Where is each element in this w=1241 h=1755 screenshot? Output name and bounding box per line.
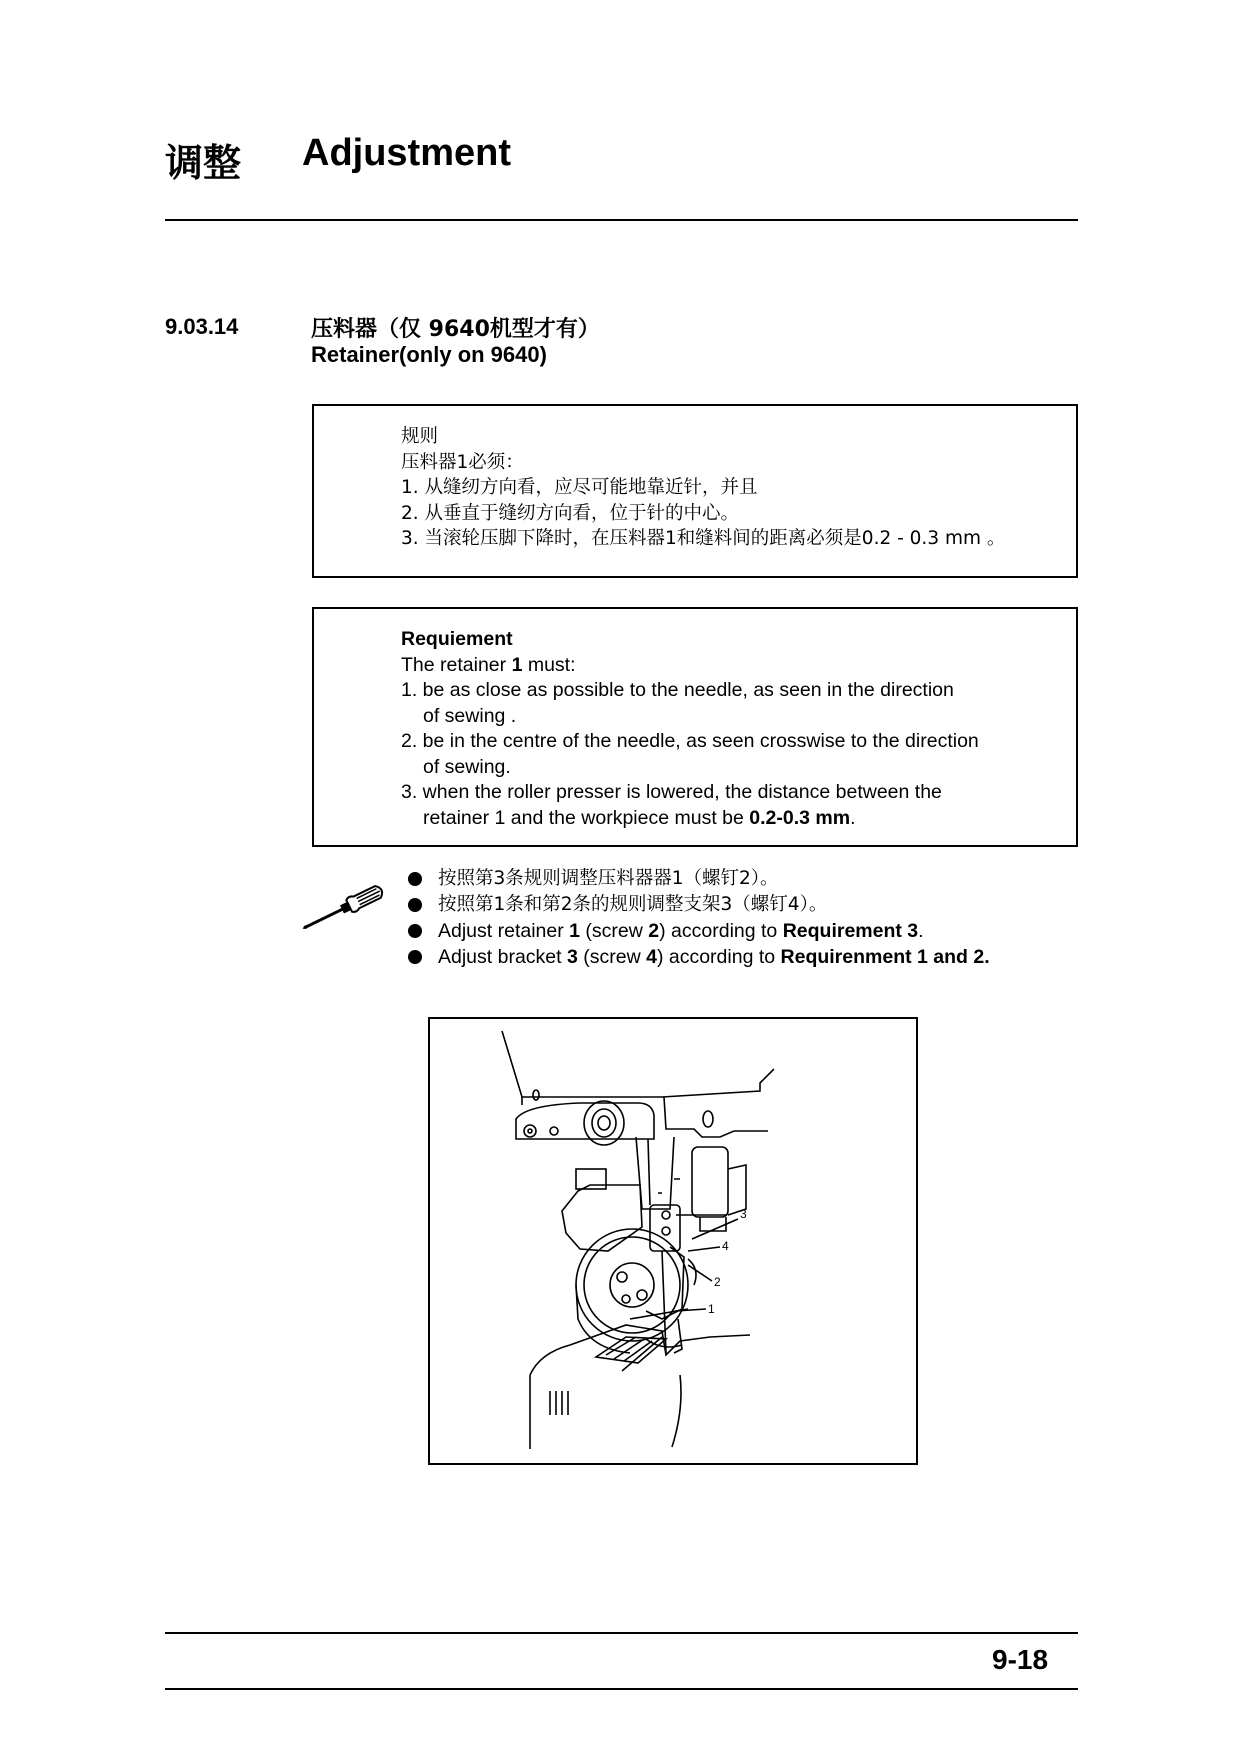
sewing-head-illustration xyxy=(430,1019,916,1463)
section-number: 9.03.14 xyxy=(165,314,239,339)
header-divider xyxy=(165,219,1078,221)
rules-cn-intro: 压料器1必须： xyxy=(401,451,524,473)
rules-en-item-3a: 3. when the roller presser is lowered, the distance between the xyxy=(401,781,942,803)
bullet-icon xyxy=(408,898,422,912)
rules-en-item-2a: 2. be in the centre of the needle, as seen crosswise to the direction xyxy=(401,730,979,752)
rules-en-item-1b: of sewing . xyxy=(423,704,517,727)
page-title-cn: 调整 xyxy=(165,141,242,185)
list-item: 按照第3条规则调整压料器器1（螺钉2）。 xyxy=(408,866,990,892)
page-number: 9-18 xyxy=(992,1644,1049,1675)
list-item: 按照第1条和第2条的规则调整支架3（螺钉4）。 xyxy=(408,892,990,918)
rules-cn-heading: 规则 xyxy=(401,426,439,447)
figure-label-2: 2 xyxy=(714,1275,721,1289)
rules-en-item-1a: 1. be as close as possible to the needle, as seen in the direction xyxy=(401,679,954,701)
rules-en-heading: Requiement xyxy=(401,628,513,650)
adjustment-steps xyxy=(408,866,990,970)
page-title-en: Adjustment xyxy=(302,132,511,174)
section-title-en: Retainer(only on 9640) xyxy=(311,342,547,367)
rules-cn-item-1: 1. 从缝纫方向看，应尽可能地靠近针，并且 xyxy=(401,477,758,498)
footer-divider-top xyxy=(165,1632,1078,1634)
rules-box-cn xyxy=(312,404,1078,578)
figure-label-4: 4 xyxy=(722,1239,729,1253)
rules-cn-item-2: 2. 从垂直于缝纫方向看，位于针的中心。 xyxy=(401,502,740,524)
rules-box-en xyxy=(312,607,1078,847)
section-title-cn: 压料器（仅 9640机型才有） xyxy=(311,317,600,342)
bullet-icon xyxy=(408,950,422,964)
bullet-icon xyxy=(408,872,422,886)
figure-label-3: 3 xyxy=(740,1207,747,1221)
rules-cn-item-3: 3. 当滚轮压脚下降时，在压料器1和缝料间的距离必须是0.2 - 0.3 mm 。 xyxy=(401,528,1006,549)
list-item: Adjust retainer 1 (screw 2) according to Requirement 3. xyxy=(408,918,990,944)
rules-en-item-3b: retainer 1 and the workpiece must be 0.2-0.3 mm. xyxy=(423,806,856,829)
screwdriver-icon xyxy=(296,878,392,940)
rules-en-intro: The retainer 1 must: xyxy=(401,653,576,676)
footer-divider-bottom xyxy=(165,1688,1078,1690)
list-item: Adjust bracket 3 (screw 4) according to Requirenment 1 and 2. xyxy=(408,944,990,970)
retainer-figure xyxy=(428,1017,918,1465)
bullet-icon xyxy=(408,924,422,938)
rules-en-item-2b: of sewing. xyxy=(423,755,511,778)
figure-label-1: 1 xyxy=(708,1302,715,1316)
